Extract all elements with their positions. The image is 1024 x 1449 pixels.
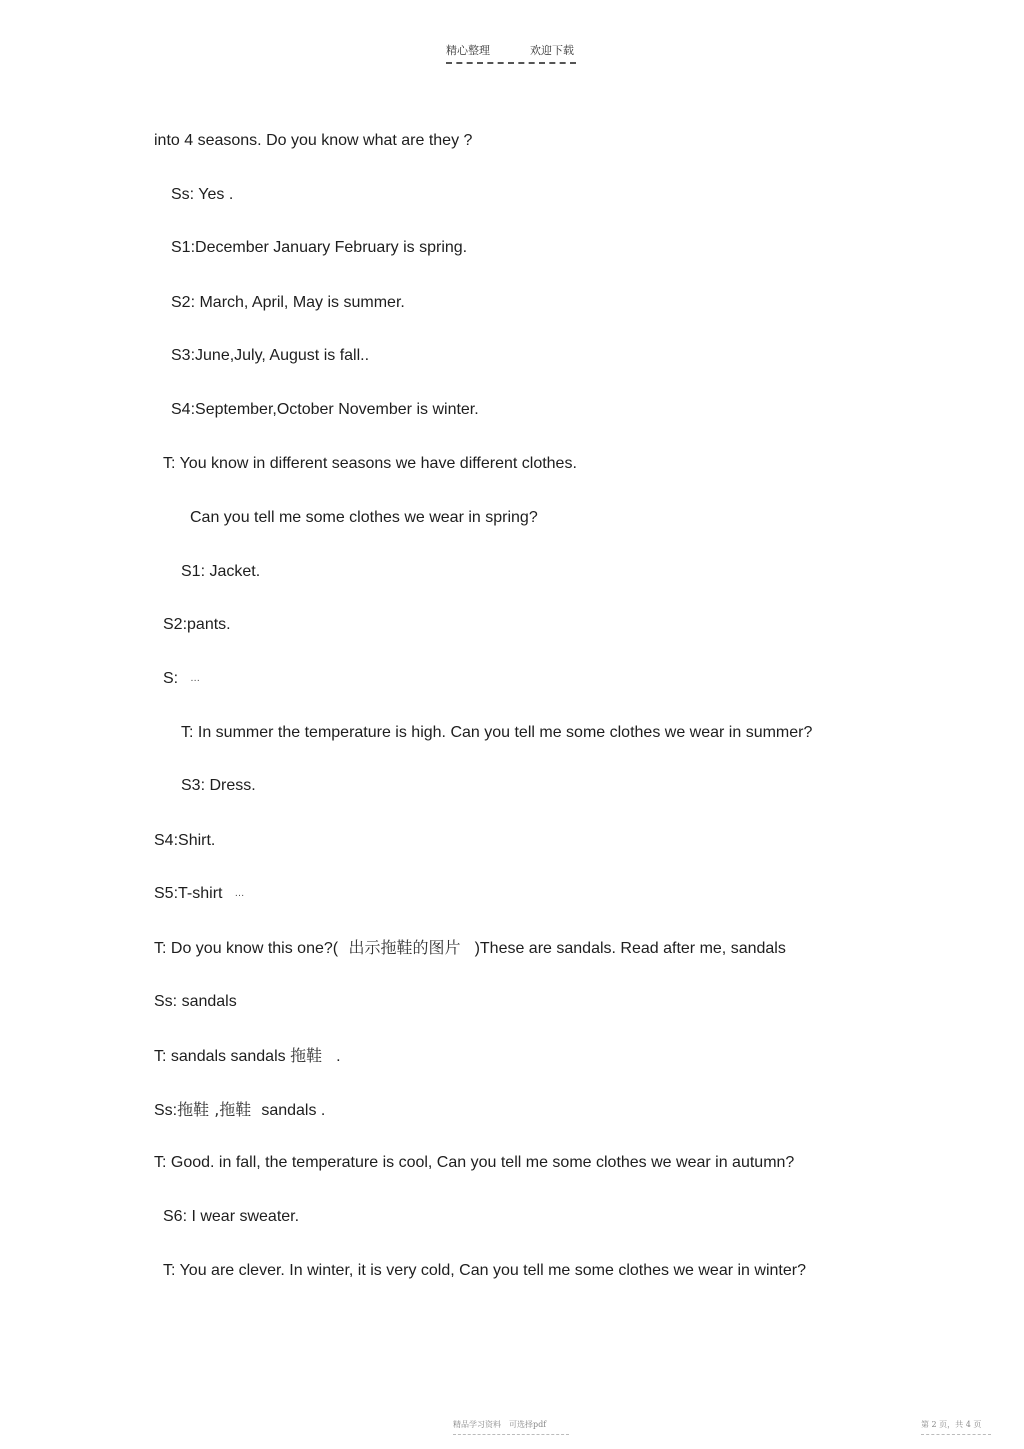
text-line: S4:Shirt. bbox=[154, 832, 216, 849]
speaker-label: S: bbox=[163, 670, 179, 687]
line-part: )These are sandals. Read after me, sandals bbox=[474, 940, 786, 957]
text-line: Ss: sandals bbox=[154, 993, 237, 1010]
line-part: T: sandals sandals bbox=[154, 1048, 291, 1065]
chinese-word: 拖鞋 ,拖鞋 bbox=[177, 1100, 252, 1119]
text-line: S4:September,October November is winter. bbox=[171, 401, 479, 418]
text-line: Ss: Yes . bbox=[171, 186, 234, 203]
header-right-text: 欢迎下载 bbox=[530, 44, 574, 57]
text-line: S2:pants. bbox=[163, 616, 231, 633]
chinese-note: 出示拖鞋的图片 bbox=[348, 938, 461, 957]
text-line: S2: March, April, May is summer. bbox=[171, 294, 405, 311]
text-line: S6: I wear sweater. bbox=[163, 1208, 300, 1225]
footer-left-text: 精品学习资料 可选择pdf bbox=[453, 1419, 569, 1435]
text-line: T: You are clever. In winter, it is very cold, Can you tell me some clothes we wear in winter? bbox=[163, 1262, 806, 1279]
text-line bbox=[154, 938, 786, 959]
header-left-text: 精心整理 bbox=[446, 44, 490, 57]
text-line bbox=[154, 1046, 341, 1067]
ellipsis-mark: … bbox=[190, 673, 201, 684]
page-header bbox=[446, 42, 576, 64]
text-line: into 4 seasons. Do you know what are they ? bbox=[154, 132, 473, 149]
ellipsis-mark: … bbox=[234, 888, 245, 899]
page-number: 第 2 页，共 4 页 bbox=[921, 1419, 991, 1435]
text-line bbox=[154, 1100, 325, 1121]
text-line: T: In summer the temperature is high. Can you tell me some clothes we wear in summer? bbox=[181, 724, 813, 741]
text-line: S3: Dress. bbox=[181, 777, 256, 794]
line-part: T: Do you know this one?( bbox=[154, 940, 339, 957]
text-line: S1:December January February is spring. bbox=[171, 239, 468, 256]
text-line: T: Good. in fall, the temperature is cool, Can you tell me some clothes we wear in autumn? bbox=[154, 1154, 795, 1171]
chinese-word: 拖鞋 bbox=[290, 1046, 323, 1065]
line-part: Ss: bbox=[154, 1102, 178, 1119]
text-line: T: You know in different seasons we have different clothes. bbox=[163, 455, 577, 472]
text-line: S1: Jacket. bbox=[181, 563, 261, 580]
text-line: S3:June,July, August is fall.. bbox=[171, 347, 370, 364]
text-line: Can you tell me some clothes we wear in spring? bbox=[190, 509, 538, 526]
line-part: . bbox=[336, 1048, 341, 1065]
text-line bbox=[154, 884, 244, 904]
text-line bbox=[163, 669, 200, 689]
speaker-text: S5:T-shirt bbox=[154, 885, 223, 902]
line-part: sandals . bbox=[261, 1102, 326, 1119]
